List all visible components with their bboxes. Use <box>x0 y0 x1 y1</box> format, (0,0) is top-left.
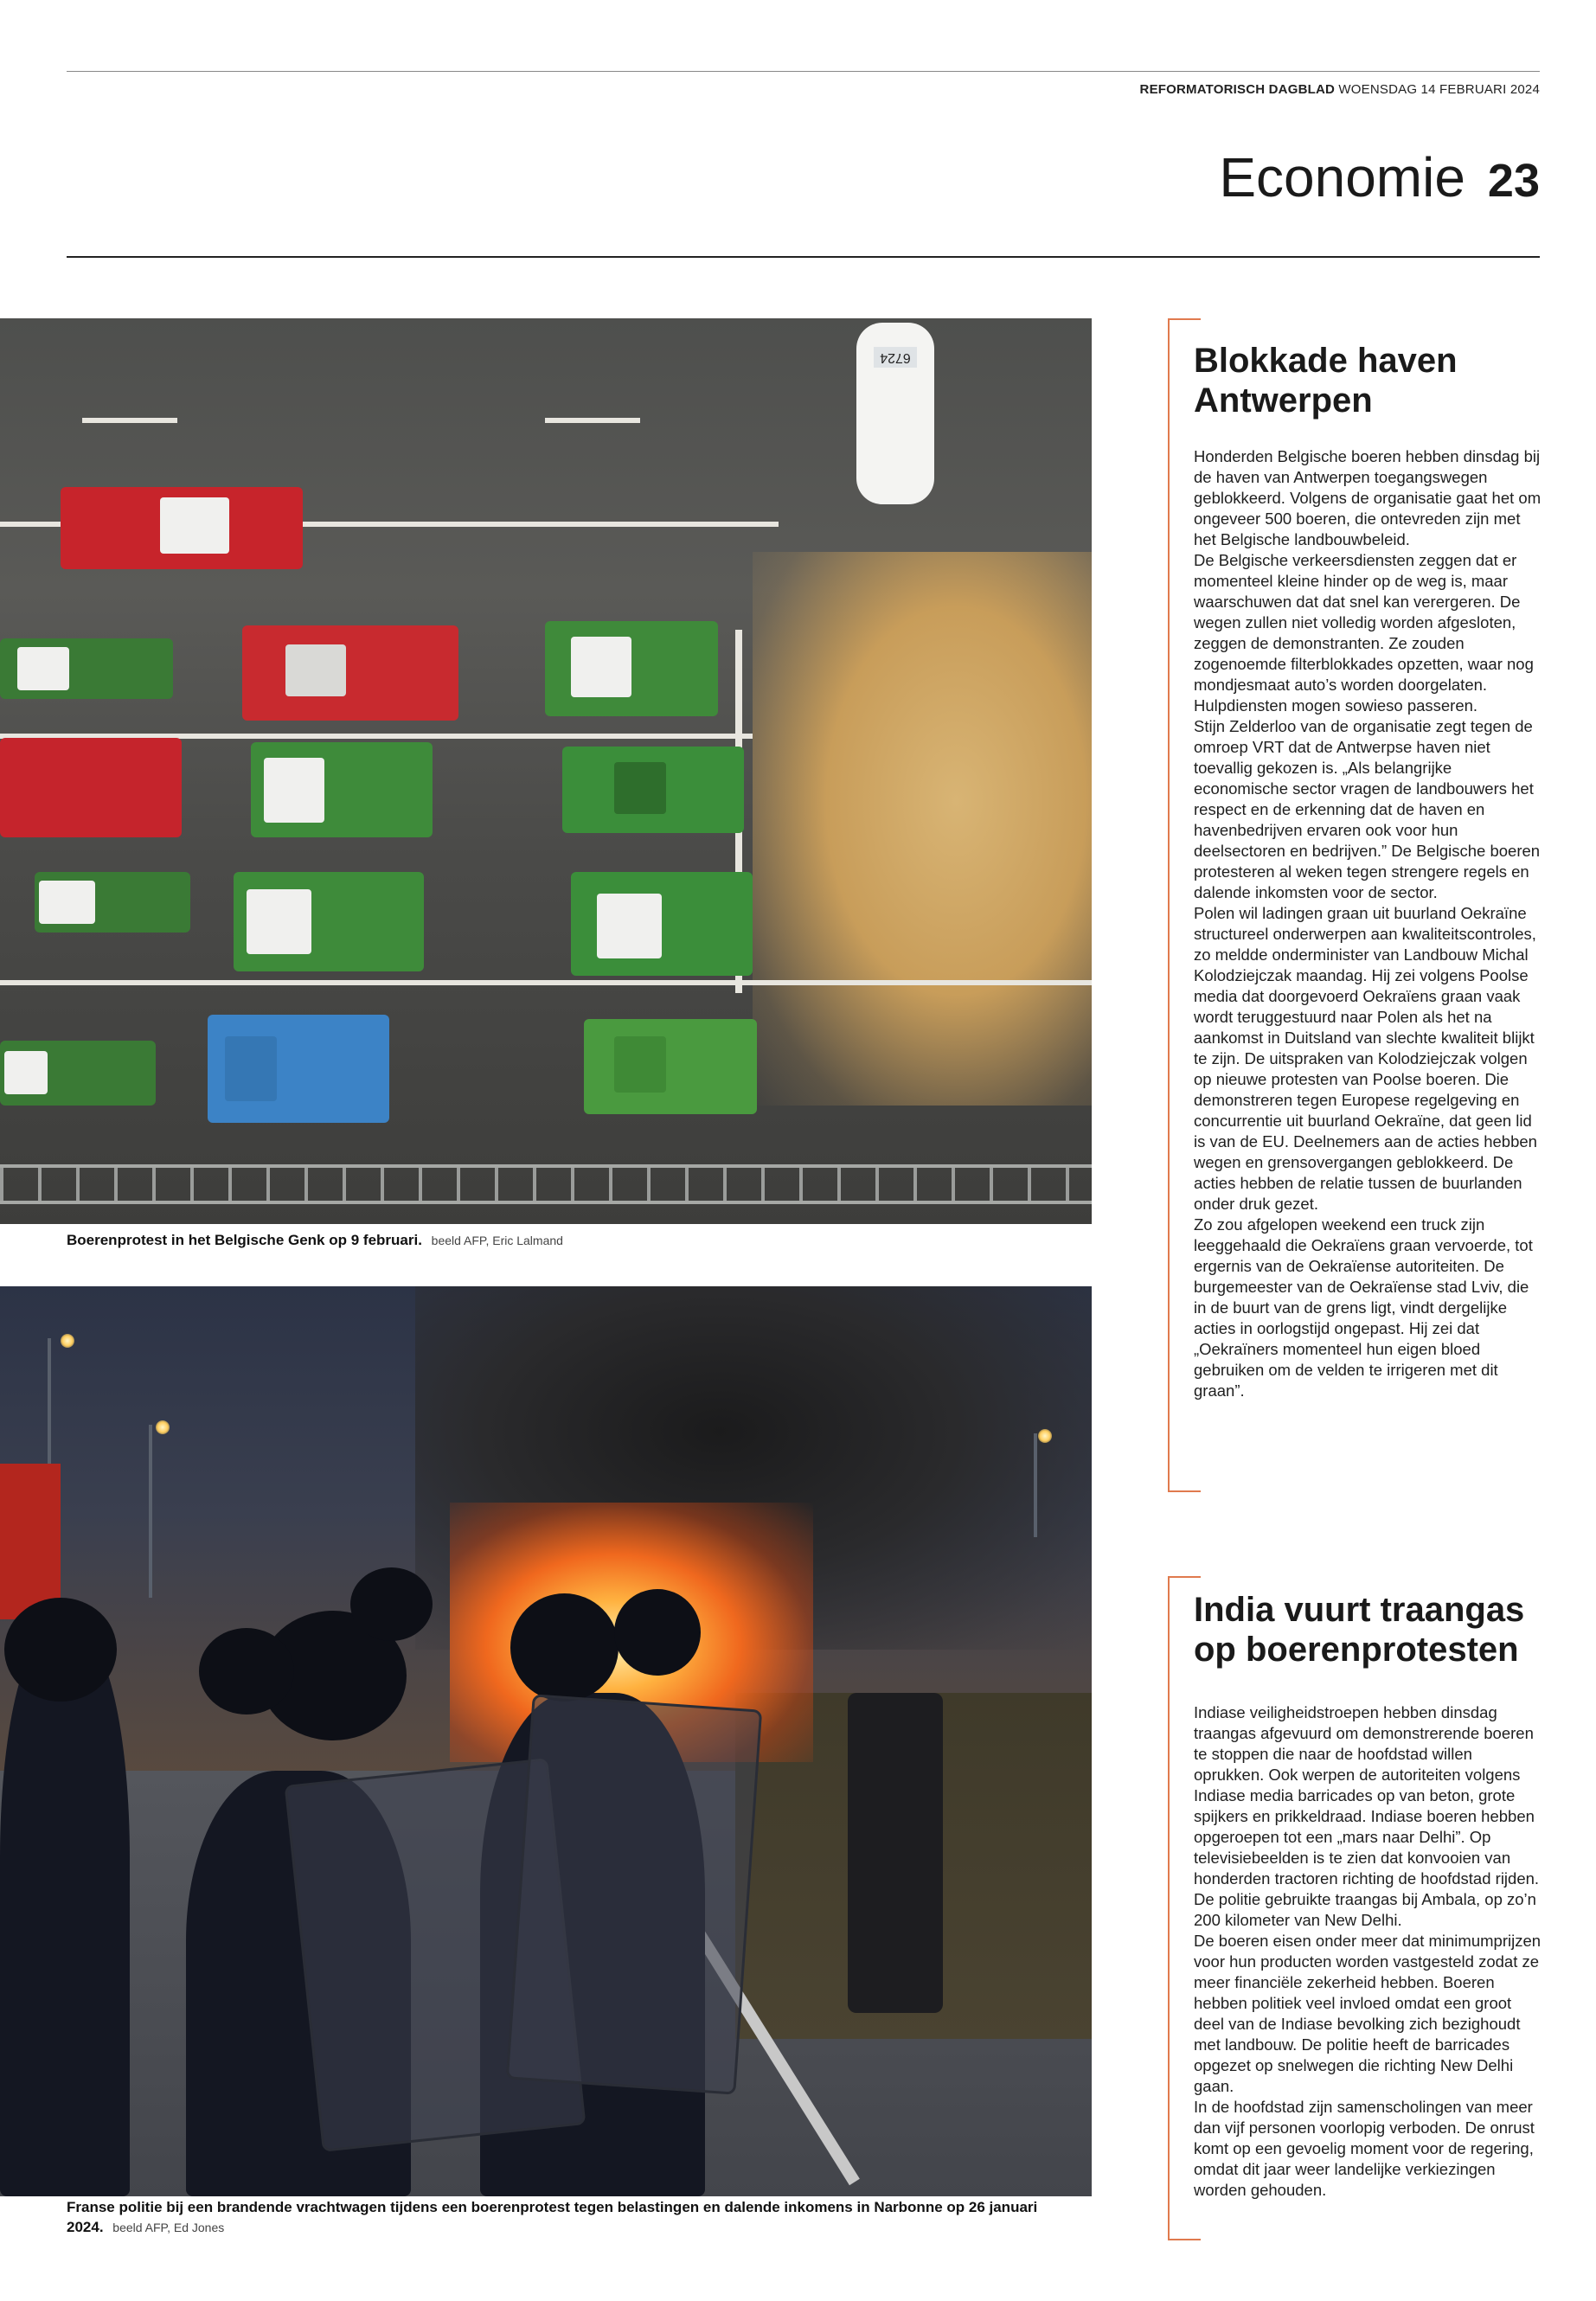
caption-text: Boerenprotest in het Belgische Genk op 9 februari. <box>67 1232 422 1248</box>
top-rule <box>67 71 1540 72</box>
article-paragraph: De Belgische verkeersdiensten zeggen dat er momenteel kleine hinder op de weg is, maar waarschuwen dat dat snel kan verergeren. De wegen zullen niet volledig worden afgesloten, zeggen de demonstranten. Ze zouden zogenoemde filterblokkades opzetten, waar nog mondjesmaat auto’s worden doorgelaten. Hulpdiensten mogen sowieso passeren. <box>1194 551 1534 715</box>
spilled-grain <box>753 552 1092 1106</box>
street-lamp-pole <box>1034 1433 1037 1537</box>
article-india <box>1168 1576 1542 2240</box>
street-lamp <box>61 1334 74 1348</box>
street-lamp <box>156 1420 170 1434</box>
street-lamp-pole <box>149 1425 152 1598</box>
photo-burning-truck <box>0 1286 1092 2196</box>
article-paragraph: In de hoofdstad zijn samenscholingen van meer dan vijf personen voorlopig verboden. De onrust komt op een gevoelig moment voor de regering, omdat dit jaar weer landelijke verkiezingen worden gehouden. <box>1194 2098 1535 2199</box>
caption-text: Franse politie bij een brandende vrachtwagen tijdens een boerenprotest tegen belastingen en dalende inkomens in Narbonne op 26 januari 2024. <box>67 2199 1038 2235</box>
page-number: 23 <box>1487 155 1540 207</box>
police-helmet <box>199 1628 294 1715</box>
article-title: Blokkade haven Antwerpen <box>1194 342 1458 420</box>
police-car <box>856 323 934 504</box>
tractor <box>571 872 753 976</box>
article-paragraph: De boeren eisen onder meer dat minimumprijzen voor hun producten worden vastgesteld zodat ze meer financiële zekerheid hebben. Boeren hebben politiek veel invloed omdat een groot deel van de Indiase bevolking zich bezighoudt met landbouw. De politie heeft de barricades opgezet op snelwegen die richting New Delhi gaan. <box>1194 1932 1542 2095</box>
street-lamp <box>1038 1429 1052 1443</box>
riot-shield <box>506 1694 762 2094</box>
road-marking <box>545 418 640 423</box>
tractor <box>0 638 173 699</box>
caption-credit: beeld AFP, Ed Jones <box>112 2221 225 2234</box>
article-antwerpen <box>1168 318 1542 1492</box>
farmer <box>848 1693 943 2013</box>
photo-caption-2 <box>67 2197 1044 2238</box>
tractor <box>0 1041 156 1106</box>
tractor <box>35 872 190 933</box>
paper-name: REFORMATORISCH DAGBLAD <box>1139 82 1336 97</box>
police-helmet <box>510 1593 619 1702</box>
fire-truck <box>0 1464 61 1619</box>
article-title: India vuurt traangas op boerenprotesten <box>1194 1591 1525 1669</box>
photo-tractor-blockade <box>0 318 1092 1224</box>
running-header <box>1140 82 1540 97</box>
tractor <box>0 738 182 837</box>
tractor <box>242 625 458 721</box>
header-rule <box>67 256 1540 258</box>
photo-caption-1 <box>67 1230 563 1251</box>
article-paragraph: Stijn Zelderloo van de organisatie zegt tegen de omroep VRT dat de Antwerpse haven niet toevallig gekozen is. „Als belangrijke economische sector vragen de landbouwers het respect en de erkenning dat de haven en havenbedrijven ervaren ook voor hun deelsectoren en bedrijven.” De Belgische boeren protesteren al weken tegen strengere regels en dalende inkomsten voor de sector. <box>1194 717 1541 901</box>
tractor <box>234 872 424 971</box>
road-marking <box>82 418 177 423</box>
tractor <box>584 1019 757 1114</box>
road-marking <box>0 980 1092 985</box>
police-helmet <box>614 1589 701 1676</box>
police-helmet <box>350 1567 433 1641</box>
article-paragraph: Zo zou afgelopen weekend een truck zijn leeggehaald die Oekraïens graan vervoerde, tot ergernis van de Oekraïense autoriteiten. De burgemeester van de Oekraïense stad Lviv, die in de buurt van de grens ligt, vindt dergelijke acties in oorlogstijd ongepast. Hij zei dat „Oekraïners momenteel hun eigen bloed gebruiken om de velden te irrigeren met dit graan”. <box>1194 1215 1533 1400</box>
section-name: Economie <box>1219 146 1465 208</box>
police-helmet <box>4 1598 117 1702</box>
police-officer <box>0 1632 130 2196</box>
tractor <box>61 487 303 569</box>
guard-rail <box>0 1164 1092 1204</box>
article-body <box>1194 446 1544 1401</box>
issue-date: WOENSDAG 14 FEBRUARI 2024 <box>1338 82 1540 97</box>
caption-credit: beeld AFP, Eric Lalmand <box>431 1234 563 1247</box>
tractor <box>251 742 433 837</box>
tractor <box>562 747 744 833</box>
tractor <box>208 1015 389 1123</box>
article-paragraph: Indiase veiligheidstroepen hebben dinsdag traangas afgevuurd om demonstrerende boeren te stoppen die naar de hoofdstad willen oprukken. Ook werpen de autoriteiten volgens Indiase media barricades op van beton, grote spijkers en prikkeldraad. Indiase boeren hebben opgeroepen tot een „mars naar Delhi”. Op televisiebeelden is te zien dat konvooien van honderden tractoren richting de hoofdstad rijden. De politie gebruikte traangas bij Ambala, op zo’n 200 kilometer van New Delhi. <box>1194 1703 1540 1929</box>
car-plate: 6724 <box>874 347 917 368</box>
article-paragraph: Polen wil ladingen graan uit buurland Oekraïne structureel onderwerpen aan kwaliteitscontroles, zo meldde onderminister van Landbouw Michal Kolodziejczak maandag. Hij zei volgens Poolse media dat doorgevoerd Oekraïens graan vaak wordt teruggestuurd naar Polen als het na aankomst in Duitsland van slechte kwaliteit blijkt te zijn. De uitspraken van Kolodziejczak volgen op nieuwe protesten van Poolse boeren. Die demonstreren tegen Europese regelgeving en concurrentie uit buurland Oekraïne, dat geen lid is van de EU. Deelnemers aan de acties hebben wegen en grensovergangen geblokkeerd. De acties hebben de relatie tussen de buurlanden onder druk gezet. <box>1194 904 1537 1213</box>
article-paragraph: Honderden Belgische boeren hebben dinsdag bij de haven van Antwerpen toegangswegen geblokkeerd. Volgens de organisatie gaat het om ongeveer 500 boeren, die ontevreden zijn met het Belgische landbouwbeleid. <box>1194 447 1542 548</box>
section-header <box>1219 145 1540 209</box>
tractor <box>545 621 718 716</box>
article-body <box>1194 1702 1544 2201</box>
